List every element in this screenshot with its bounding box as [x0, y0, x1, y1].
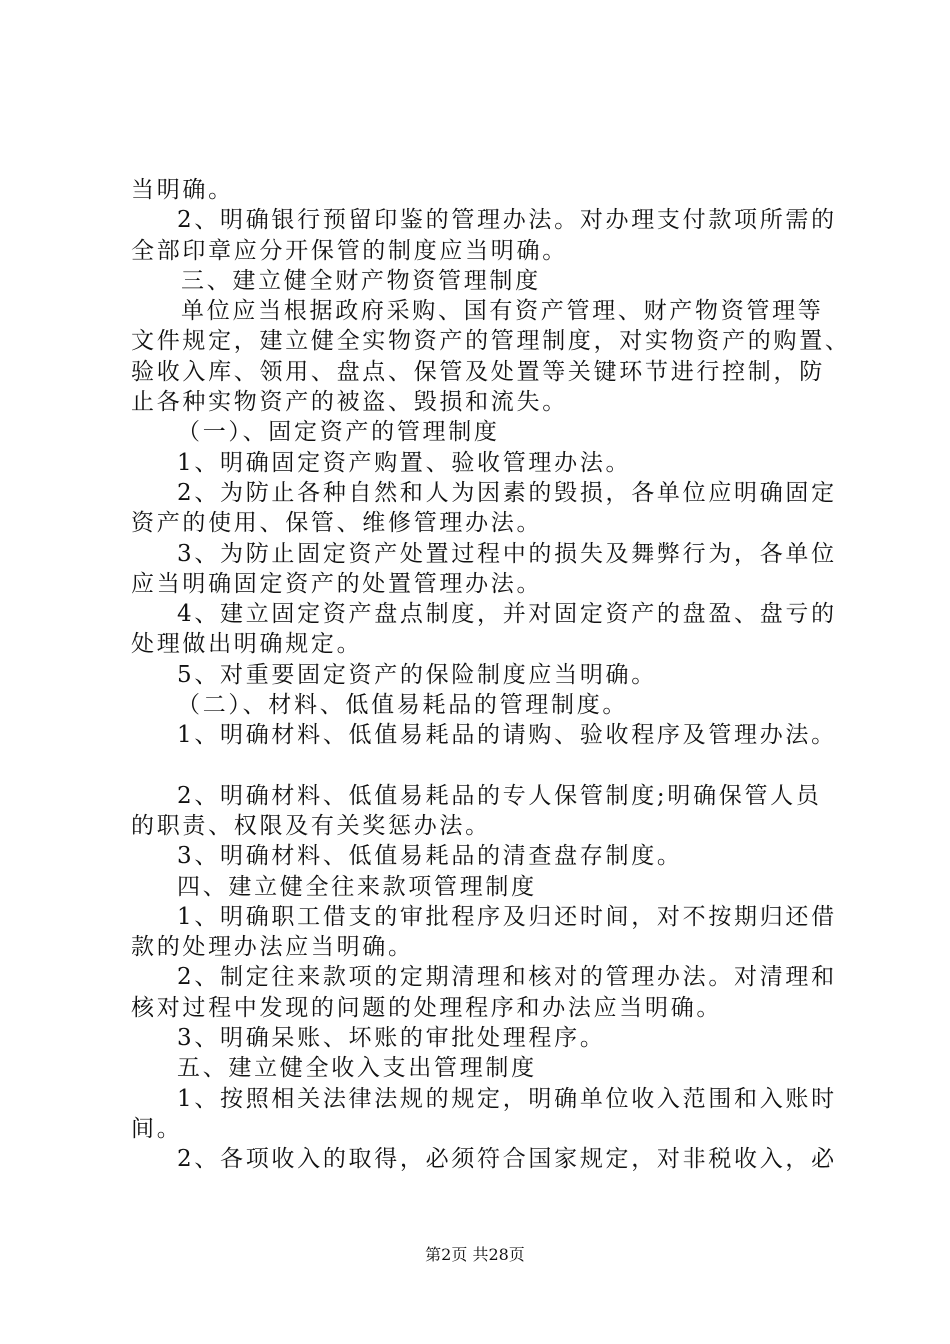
text-line: 验收入库、领用、盘点、保管及处置等关键环节进行控制，防 — [131, 358, 825, 385]
text-line: 止各种实物资产的被盗、毁损和流失。 — [131, 389, 568, 416]
text-line: 核对过程中发现的问题的处理程序和办法应当明确。 — [131, 994, 723, 1021]
text-line: 3、为防止固定资产处置过程中的损失及舞弊行为，各单位 — [177, 540, 837, 567]
text-line: 5、对重要固定资产的保险制度应当明确。 — [177, 661, 657, 688]
text-line: 全部印章应分开保管的制度应当明确。 — [131, 237, 568, 264]
text-line: 3、明确材料、低值易耗品的清查盘存制度。 — [177, 843, 683, 870]
page-footer: 第2页 共28页 — [425, 1245, 525, 1264]
text-line: 资产的使用、保管、维修管理办法。 — [131, 510, 543, 537]
text-line: 五、建立健全收入支出管理制度 — [177, 1055, 537, 1082]
text-line: 2、明确材料、低值易耗品的专人保管制度;明确保管人员 — [177, 782, 822, 809]
text-line: 4、建立固定资产盘点制度，并对固定资产的盘盈、盘亏的 — [177, 601, 837, 628]
text-line: 1、按照相关法律法规的规定，明确单位收入范围和入账时 — [177, 1085, 837, 1112]
text-line: 当明确。 — [131, 177, 234, 203]
text-line: 单位应当根据政府采购、国有资产管理、财产物资管理等 — [181, 298, 824, 325]
text-line: 处理做出明确规定。 — [131, 631, 363, 658]
text-line: 1、明确职工借支的审批程序及归还时间，对不按期归还借 — [177, 903, 837, 930]
text-line: 款的处理办法应当明确。 — [131, 934, 414, 961]
text-line: 文件规定，建立健全实物资产的管理制度，对实物资产的购置、 — [131, 328, 851, 355]
text-line: 2、为防止各种自然和人为因素的毁损，各单位应明确固定 — [177, 479, 837, 506]
text-line: 2、明确银行预留印鉴的管理办法。对办理支付款项所需的 — [177, 207, 837, 234]
text-line: 2、各项收入的取得，必须符合国家规定，对非税收入，必 — [177, 1146, 837, 1173]
text-line: （一）、固定资产的管理制度 — [177, 419, 500, 446]
text-line: 三、建立健全财产物资管理制度 — [181, 267, 541, 294]
text-line: （二）、材料、低值易耗品的管理制度。 — [177, 692, 629, 719]
text-line: 四、建立健全往来款项管理制度 — [177, 873, 537, 900]
text-line: 1、明确固定资产购置、验收管理办法。 — [177, 449, 632, 476]
document-body — [131, 175, 851, 1175]
text-line: 应当明确固定资产的处置管理办法。 — [131, 570, 543, 597]
text-line: 的职责、权限及有关奖惩办法。 — [131, 812, 491, 839]
text-line: 3、明确呆账、坏账的审批处理程序。 — [177, 1025, 606, 1052]
text-line: 间。 — [131, 1115, 183, 1142]
text-line: 2、制定往来款项的定期清理和核对的管理办法。对清理和 — [177, 964, 837, 991]
text-line: 1、明确材料、低值易耗品的请购、验收程序及管理办法。 — [177, 722, 837, 749]
